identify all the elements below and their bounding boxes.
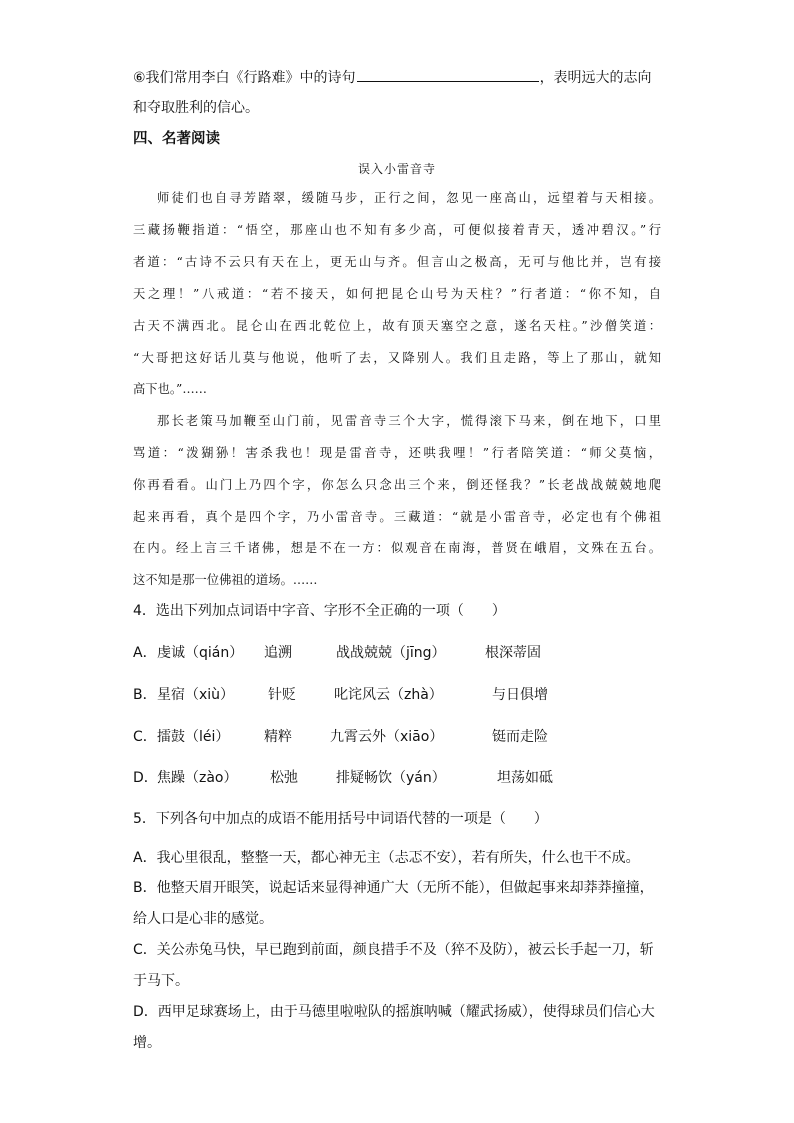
option-item: 松弛	[270, 770, 298, 786]
question-4-stem: 4．选出下列加点词语中字音、字形不全正确的一项（ ）	[133, 603, 506, 619]
question-5-option-c[interactable]: C．关公赤兔马快，早已跑到前面，颜良措手不及（猝不及防），被云长手起一刀，斩	[133, 942, 654, 958]
option-item: 叱诧风云（zhà）	[334, 687, 443, 703]
option-label: A．	[133, 645, 157, 661]
question-5-option-c-cont: 于马下。	[133, 973, 189, 989]
passage-line: 古天不满西北。昆仑山在西北乾位上，故有顶天塞空之意，遂名天柱。”沙僧笑道：	[133, 319, 661, 333]
question-5-option-a[interactable]: A．我心里很乱，整整一天，都心神无主（忐忑不安），若有所失，什么也干不成。	[133, 850, 640, 866]
passage-line: 天之理！”八戒道：“若不接天，如何把昆仑山号为天柱？”行者道：“你不知，自	[133, 287, 661, 301]
option-item: 坦荡如砥	[497, 770, 553, 786]
passage-line: 起来再看，真个是四个字，乃小雷音寺。三藏道：“就是小雷音寺，必定也有个佛祖	[133, 510, 661, 524]
option-label: B．	[133, 687, 157, 703]
option-item: 虔诚（qián）	[157, 645, 244, 661]
fill-question-text-after: ，表明远大的志向	[539, 70, 652, 86]
passage-line: 在内。经上言三千诸佛，想是不在一方：似观音在南海，普贤在峨眉，文殊在五台。	[133, 541, 661, 555]
passage-line: “大哥把这好话儿莫与他说，他听了去，又降别人。我们且走路，等上了那山，就知	[133, 351, 661, 365]
option-label: C．	[133, 729, 157, 745]
question-5-option-d[interactable]: D．西甲足球赛场上，由于马德里啦啦队的摇旗呐喊（耀武扬威），使得球员们信心大	[133, 1004, 655, 1020]
option-item: 焦躁（zào）	[157, 770, 238, 786]
option-item: 精粹	[264, 729, 292, 745]
passage-line: 这不知是那一位佛祖的道场。……	[133, 573, 318, 587]
passage-title: 误入小雷音寺	[357, 162, 436, 176]
passage-line: 者道：“古诗不云只有天在上，更无山与齐。但言山之极高，无可与他比并，岂有接	[133, 255, 661, 269]
question-5-stem: 5．下列各句中加点的成语不能用括号中词语代替的一项是（ ）	[133, 811, 548, 827]
option-item: 针贬	[268, 687, 296, 703]
option-label: D．	[133, 770, 158, 786]
answer-blank[interactable]	[357, 67, 539, 82]
option-item: 九霄云外（xiāo）	[330, 729, 444, 745]
option-item: 与日俱增	[492, 687, 548, 703]
question-5-option-d-cont: 增。	[133, 1035, 161, 1051]
section-heading: 四、名著阅读	[133, 131, 220, 147]
fill-question-text-before: ⑥我们常用李白《行路难》中的诗句	[133, 70, 356, 86]
option-item: 战战兢兢（jīng）	[336, 645, 446, 661]
option-item: 追溯	[264, 645, 292, 661]
fill-question-line-2: 和夺取胜利的信心。	[133, 100, 259, 116]
option-item: 铤而走险	[492, 729, 548, 745]
option-item: 排疑畅饮（yán）	[336, 770, 446, 786]
option-item: 擂鼓（léi）	[157, 729, 230, 745]
passage-line: 你再看看。山门上乃四个字，你怎么只念出三个来，倒还怪我？”长老战战兢兢地爬	[133, 478, 661, 492]
passage-line: 师徒们也自寻芳踏翠，缓随马步，正行之间，忽见一座高山，远望着与天相接。	[157, 191, 661, 205]
passage-line: 三藏扬鞭指道：“悟空，那座山也不知有多少高，可便似接着青天，透冲碧汉。”行	[133, 223, 661, 237]
option-item: 根深蒂固	[485, 645, 541, 661]
option-item: 星宿（xiù）	[157, 687, 235, 703]
passage-line: 骂道：“泼猢狲！害杀我也！现是雷音寺，还哄我哩！”行者陪笑道：“师父莫恼，	[133, 446, 661, 460]
passage-line: 那长老策马加鞭至山门前，见雷音寺三个大字，慌得滚下马来，倒在地下，口里	[157, 414, 661, 428]
question-5-option-b-cont: 给人口是心非的感觉。	[133, 911, 273, 927]
question-5-option-b[interactable]: B．他整天眉开眼笑，说起话来显得神通广大（无所不能），但做起事来却莽莽撞撞，	[133, 880, 654, 896]
passage-line: 高下也。”……	[133, 382, 207, 396]
fill-question-line-1	[133, 67, 652, 88]
